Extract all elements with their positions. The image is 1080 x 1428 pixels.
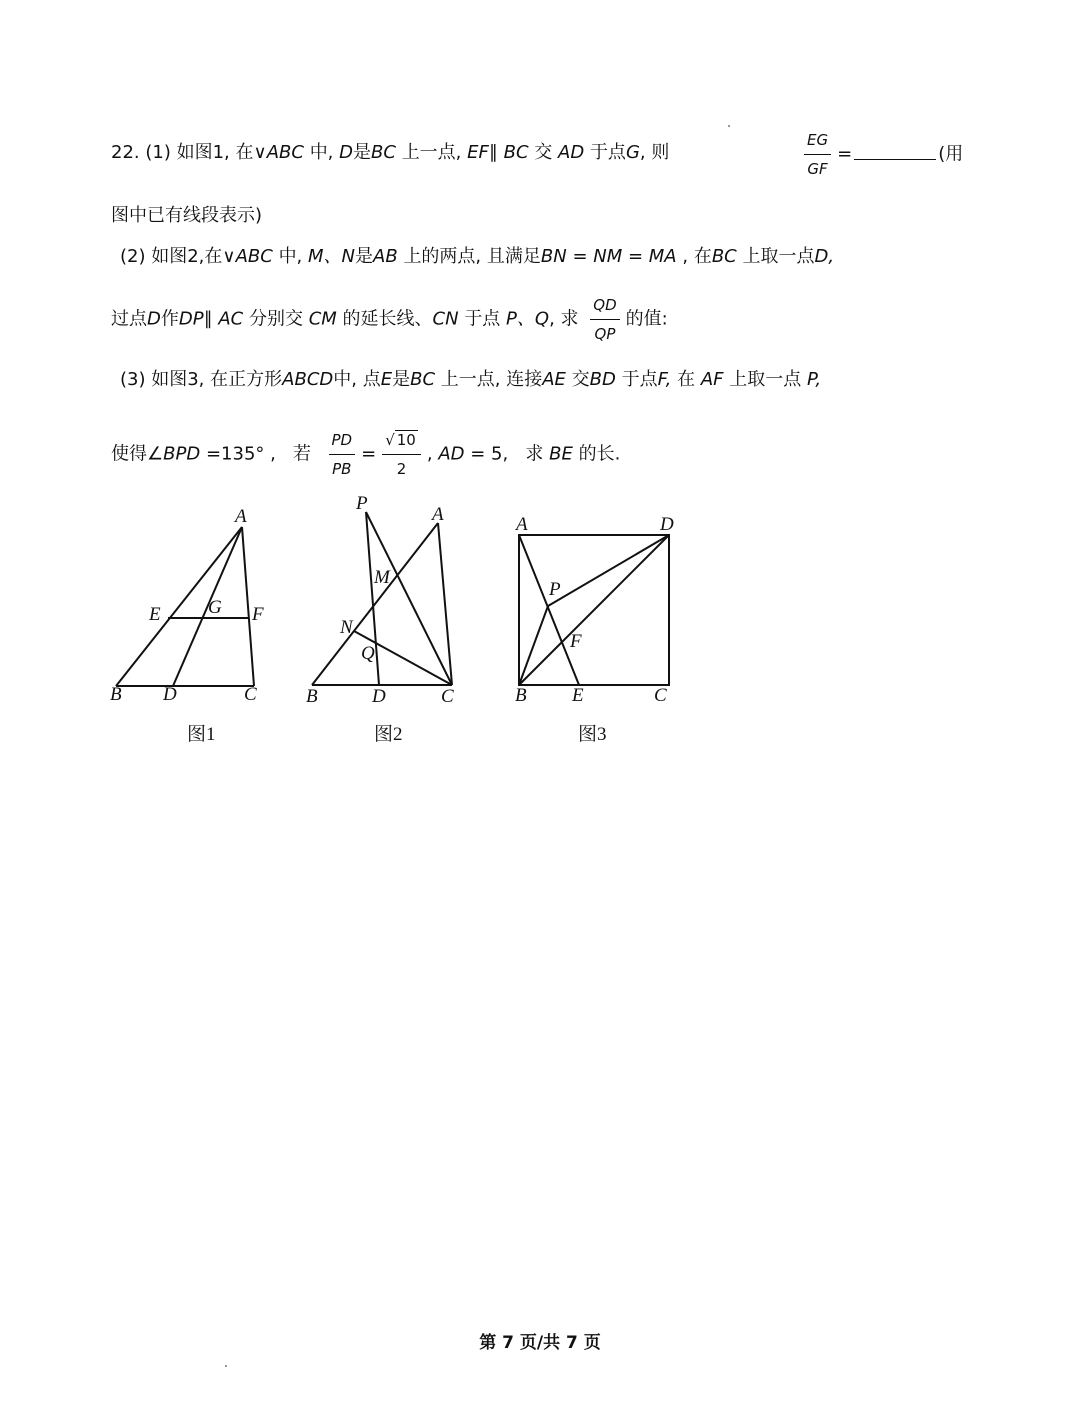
math-ef: EF <box>467 142 489 163</box>
math-abc: ABC <box>235 246 273 267</box>
text: (用 <box>938 143 964 165</box>
math-bpd: BPD <box>163 443 201 465</box>
figure-1-diagram <box>100 500 280 710</box>
text: , 则 <box>639 142 670 163</box>
math-ad: AD <box>558 142 585 163</box>
label-n: N <box>340 617 353 638</box>
parallel-symbol: ∥ <box>488 142 498 163</box>
text: 点 <box>362 369 381 390</box>
math-f: F, <box>657 369 672 390</box>
figure-3-caption: 图3 <box>578 724 607 745</box>
fraction-denominator: GF <box>807 160 828 178</box>
text: 分别交 <box>248 308 303 330</box>
math-p: P, <box>806 369 822 390</box>
math-bc: BC <box>503 142 529 163</box>
math-bd: BD <box>589 369 616 390</box>
fraction-pd-pb <box>329 428 356 481</box>
math-cm: CM <box>308 308 337 330</box>
text: 如图2,在∨ <box>151 246 236 267</box>
math-cn: CN <box>432 308 459 330</box>
label-p: P <box>356 493 368 514</box>
text: 是 <box>355 246 374 267</box>
text: 于点 <box>621 369 658 390</box>
part2-line2 <box>111 293 668 346</box>
math-af: AF <box>700 369 724 390</box>
text: 的延长线、 <box>342 308 433 330</box>
text: 连接 <box>506 369 543 390</box>
part-label: (3) <box>120 369 146 390</box>
text: 过点 <box>111 308 147 330</box>
text: 上取一点 <box>742 246 815 267</box>
text: 在 <box>693 246 712 267</box>
label-q: Q <box>361 643 375 664</box>
fraction-sqrt10-2 <box>382 428 421 481</box>
text: , <box>270 443 276 465</box>
label-b: B <box>110 684 122 705</box>
text: 上一点, <box>440 369 501 390</box>
text: 上取一点 <box>729 369 802 390</box>
radicand: 10 <box>396 431 416 449</box>
math-d: D, <box>814 246 835 267</box>
math-e: E <box>380 369 393 390</box>
math-dp: DP <box>178 308 204 330</box>
part1-line2 <box>111 204 262 228</box>
part2-line1 <box>120 245 834 269</box>
fraction-eg-gf <box>804 128 831 181</box>
scan-dot <box>728 125 730 127</box>
text: 在正方形 <box>210 369 283 390</box>
text: 的长. <box>578 443 621 465</box>
text: 中, <box>333 369 357 390</box>
math-be: BE <box>549 443 573 465</box>
text: 在∨ <box>235 142 267 163</box>
ad-value: = 5, <box>470 443 509 465</box>
label-d: D <box>372 686 386 707</box>
figure-2 <box>300 490 480 714</box>
math-ae: AE <box>542 369 566 390</box>
equals-sign: = <box>361 443 377 465</box>
text: , 求 <box>549 308 579 330</box>
fraction-numerator <box>382 428 421 455</box>
text: 在 <box>677 369 696 390</box>
answer-blank <box>854 143 936 160</box>
fraction-denominator: 2 <box>396 460 407 478</box>
fraction-numerator: QD <box>590 293 619 320</box>
scan-dot <box>225 1365 227 1367</box>
label-b: B <box>306 686 318 707</box>
text: 使得∠ <box>111 443 164 465</box>
text: 如图3, <box>151 369 205 390</box>
label-p: P <box>549 579 561 600</box>
fraction-numerator: EG <box>804 128 831 155</box>
math-ac: AC <box>218 308 244 330</box>
text: 中, <box>309 142 334 163</box>
fraction-numerator: PD <box>329 428 356 455</box>
label-f: F <box>570 631 582 652</box>
sqrt-symbol: √ 10 <box>385 431 416 449</box>
math-d: D <box>147 308 161 330</box>
segment-ba <box>312 523 438 685</box>
math-bc: BC <box>371 142 396 163</box>
text: 交 <box>571 369 590 390</box>
fraction-qd-qp <box>590 293 619 346</box>
figure-3-diagram <box>505 505 690 710</box>
math-ab: AB <box>373 246 398 267</box>
text: 作 <box>160 308 179 330</box>
text: 若 <box>293 443 312 465</box>
math-pq: P、Q <box>506 308 550 330</box>
label-d: D <box>163 684 177 705</box>
label-c: C <box>441 686 454 707</box>
label-d: D <box>660 514 674 535</box>
math-g: G <box>625 142 640 163</box>
text: 上一点, <box>401 142 462 163</box>
label-m: M <box>374 567 390 588</box>
text: 于点 <box>464 308 501 330</box>
label-e: E <box>572 685 584 706</box>
math-abcd: ABCD <box>282 369 334 390</box>
label-c: C <box>654 685 667 706</box>
text: 上的两点, <box>403 246 482 267</box>
text: 于点 <box>589 142 626 163</box>
math-bc: BC <box>711 246 737 267</box>
label-b: B <box>515 685 527 706</box>
text: 是 <box>353 142 372 163</box>
angle-value: =135° <box>205 443 265 465</box>
text: 中, <box>278 246 303 267</box>
text: 的值: <box>625 308 668 330</box>
label-g: G <box>208 597 222 618</box>
math-ad: AD <box>438 443 465 465</box>
fraction-denominator: QP <box>594 325 616 343</box>
segment-ba <box>116 527 242 686</box>
text: 如图1, <box>176 142 230 163</box>
math-d: D <box>339 142 354 163</box>
text: , <box>682 246 689 267</box>
text: 交 <box>534 142 553 163</box>
label-e: E <box>149 604 161 625</box>
part1-line1 <box>111 141 669 165</box>
math-condition: BN = NM = MA <box>540 246 677 267</box>
label-a: A <box>432 504 444 525</box>
part-label: (2) <box>120 246 146 267</box>
part-label: (1) <box>145 142 171 163</box>
math-abc: ABC <box>266 142 304 163</box>
part3-line1 <box>120 368 821 392</box>
label-a: A <box>516 514 528 535</box>
equals-sign: = <box>837 143 853 165</box>
text: 是 <box>392 369 411 390</box>
figure-3 <box>505 505 690 714</box>
problem-number: 22. <box>111 142 140 163</box>
figure-1 <box>100 500 280 714</box>
math-bc: BC <box>410 369 436 390</box>
label-a: A <box>235 506 247 527</box>
label-c: C <box>244 684 257 705</box>
figure-2-caption: 图2 <box>374 724 403 745</box>
figure-1-caption: 图1 <box>187 724 216 745</box>
page-footer: 第 7 页/共 7 页 <box>479 1333 601 1353</box>
text: 图中已有线段表示) <box>111 205 263 226</box>
label-f: F <box>252 604 264 625</box>
text: 求 <box>525 443 544 465</box>
segment-bd <box>519 535 669 685</box>
math-mn: M、N <box>308 246 356 267</box>
text: 且满足 <box>486 246 541 267</box>
parallel-symbol: ∥ <box>203 308 213 330</box>
segment-bp <box>519 606 548 685</box>
fraction-denominator: PB <box>332 460 352 478</box>
part1-fraction-area <box>798 128 963 181</box>
part3-line2: 使得∠BPD =135° , 若 $\frac{PD}{PB}$ = $\frac{√ 10}{2}$ , AD = 5, 求 BE 的长. <box>111 428 620 481</box>
figure-2-diagram <box>300 490 480 710</box>
